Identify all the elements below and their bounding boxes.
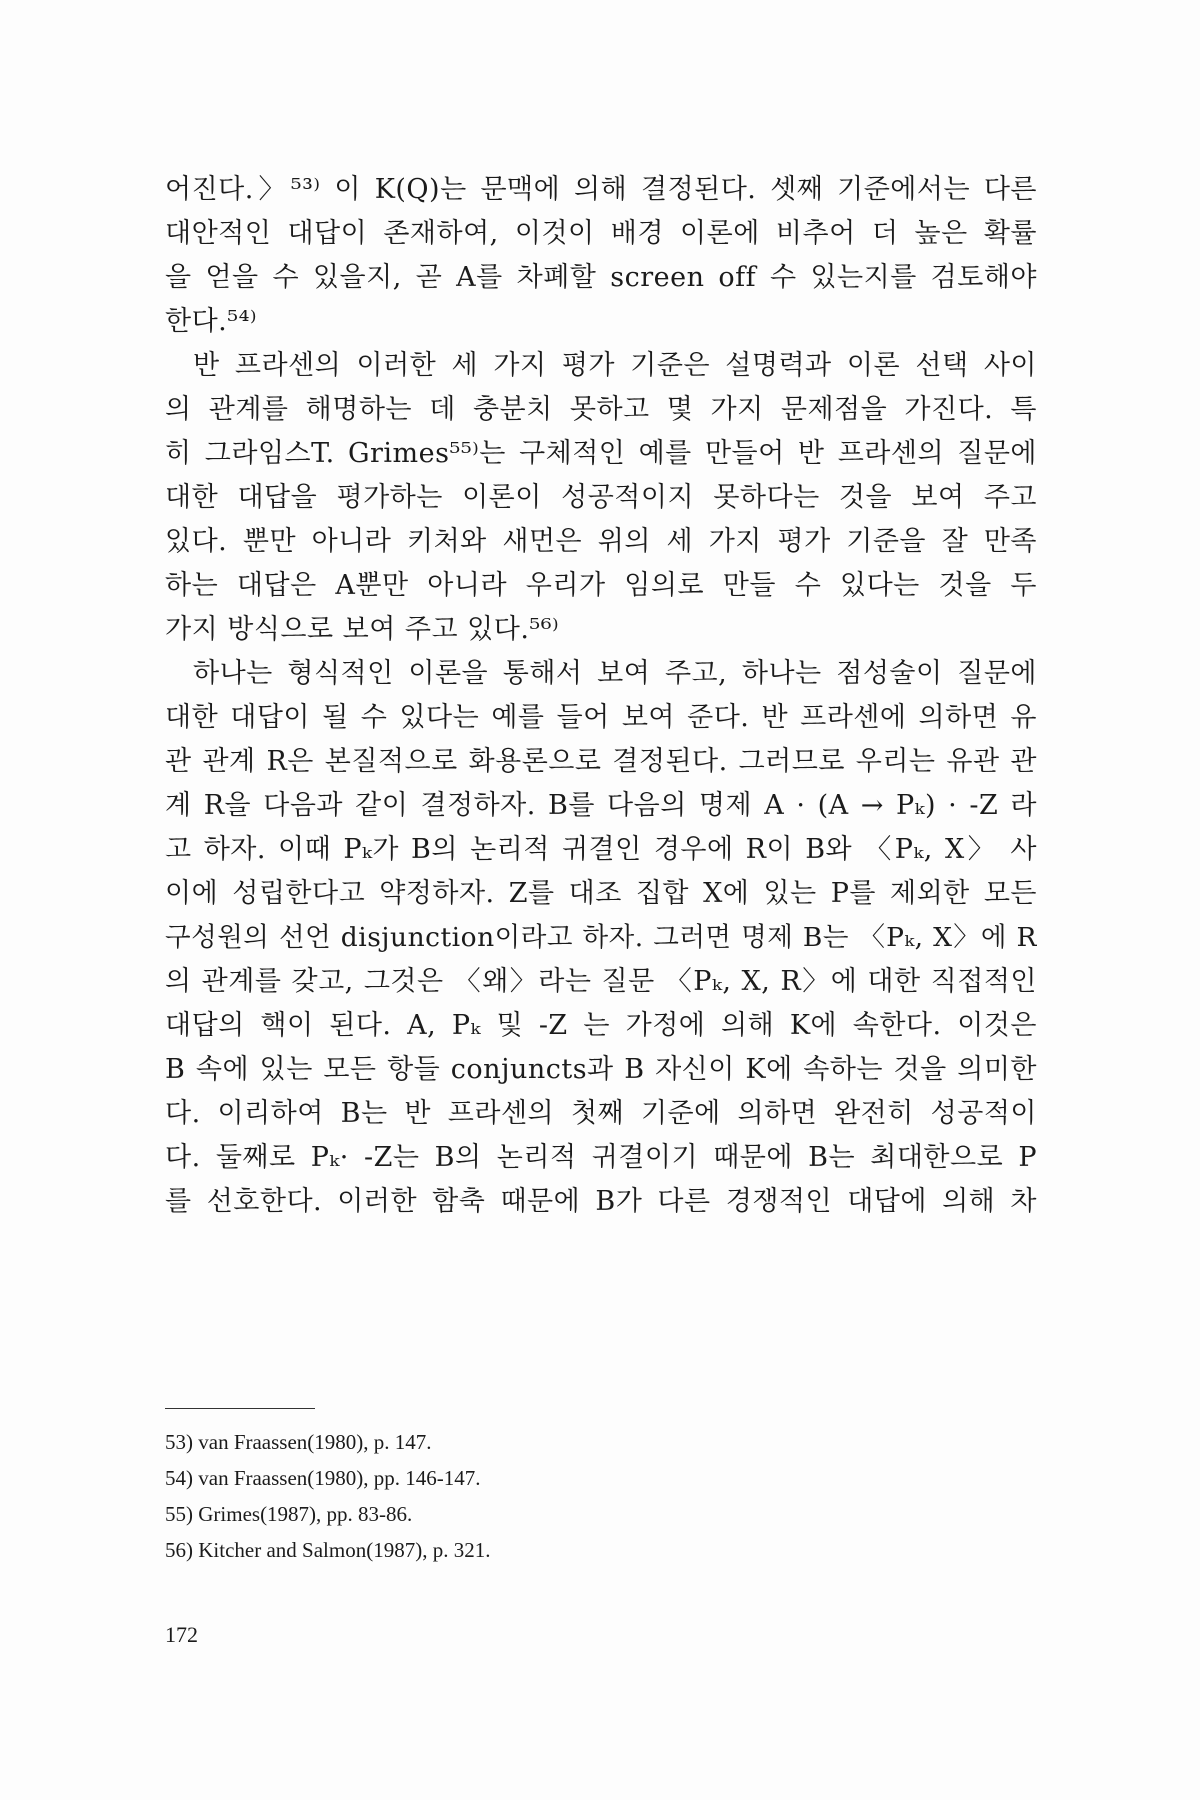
text-line: 이에 성립한다고 약정하자. Z를 대조 집합 X에 있는 P를 제외한 모든 (165, 878, 1037, 909)
text-line: 대안적인 대답이 존재하여, 이것이 배경 이론에 비추어 더 높은 확률 (165, 218, 1037, 249)
text-line: 있다. 뿐만 아니라 키처와 새먼은 위의 세 가지 평가 기준을 잘 만족 (165, 526, 1037, 557)
footnote-54: 54) van Fraassen(1980), pp. 146-147. (165, 1466, 481, 1490)
text-line: 고 하자. 이때 Pₖ가 B의 논리적 귀결인 경우에 R이 B와 〈Pₖ, X〉 사 (165, 834, 1037, 865)
text-line: 반 프라센의 이러한 세 가지 평가 기준은 설명력과 이론 선택 사이 (193, 350, 1037, 381)
footnote-divider (165, 1408, 315, 1409)
text-line: 하나는 형식적인 이론을 통해서 보여 주고, 하나는 점성술이 질문에 (193, 658, 1037, 689)
page-number: 172 (165, 1622, 198, 1647)
footnotes (165, 1424, 865, 1568)
text-line: 대한 대답을 평가하는 이론이 성공적이지 못하다는 것을 보여 주고 (165, 482, 1037, 513)
text-line: 관 관계 R은 본질적으로 화용론으로 결정된다. 그러므로 우리는 유관 관 (165, 746, 1037, 777)
text-line: 다. 이리하여 B는 반 프라센의 첫째 기준에 의하면 완전히 성공적이 (165, 1098, 1037, 1129)
text-line: 한다.⁵⁴⁾ (165, 306, 258, 337)
text-line: 어진다.〉⁵³⁾ 이 K(Q)는 문맥에 의해 결정된다. 셋째 기준에서는 다른 (165, 174, 1037, 205)
text-line: 다. 둘째로 Pₖ· -Z는 B의 논리적 귀결이기 때문에 B는 최대한으로 P (165, 1142, 1037, 1173)
text-line: 하는 대답은 A뿐만 아니라 우리가 임의로 만들 수 있다는 것을 두 (165, 570, 1037, 601)
text-line: 를 선호한다. 이러한 함축 때문에 B가 다른 경쟁적인 대답에 의해 차 (165, 1186, 1037, 1217)
text-line: 구성원의 선언 disjunction이라고 하자. 그러면 명제 B는 〈Pₖ, X〉에 R (165, 922, 1037, 953)
text-line: 의 관계를 갖고, 그것은 〈왜〉라는 질문 〈Pₖ, X, R〉에 대한 직접적인 (165, 966, 1037, 997)
text-line: 히 그라임스T. Grimes⁵⁵⁾는 구체적인 예를 만들어 반 프라센의 질문에 (165, 438, 1037, 469)
footnote-55: 55) Grimes(1987), pp. 83-86. (165, 1502, 413, 1526)
text-line: 계 R을 다음과 같이 결정하자. B를 다음의 명제 A · (A → Pₖ) · -Z 라 (165, 790, 1037, 821)
body-text (165, 168, 1037, 1224)
text-line: B 속에 있는 모든 항들 conjuncts과 B 자신이 K에 속하는 것을 의미한 (165, 1054, 1037, 1085)
footnote-56: 56) Kitcher and Salmon(1987), p. 321. (165, 1538, 491, 1562)
text-line: 대답의 핵이 된다. A, Pₖ 및 -Z 는 가정에 의해 K에 속한다. 이것은 (165, 1010, 1037, 1041)
text-line: 가지 방식으로 보여 주고 있다.⁵⁶⁾ (165, 614, 560, 645)
text-line: 의 관계를 해명하는 데 충분치 못하고 몇 가지 문제점을 가진다. 특 (165, 394, 1037, 425)
text-line: 대한 대답이 될 수 있다는 예를 들어 보여 준다. 반 프라센에 의하면 유 (165, 702, 1037, 733)
footnote-53: 53) van Fraassen(1980), p. 147. (165, 1430, 432, 1454)
text-line: 을 얻을 수 있을지, 곧 A를 차폐할 screen off 수 있는지를 검토해야 (165, 262, 1037, 293)
